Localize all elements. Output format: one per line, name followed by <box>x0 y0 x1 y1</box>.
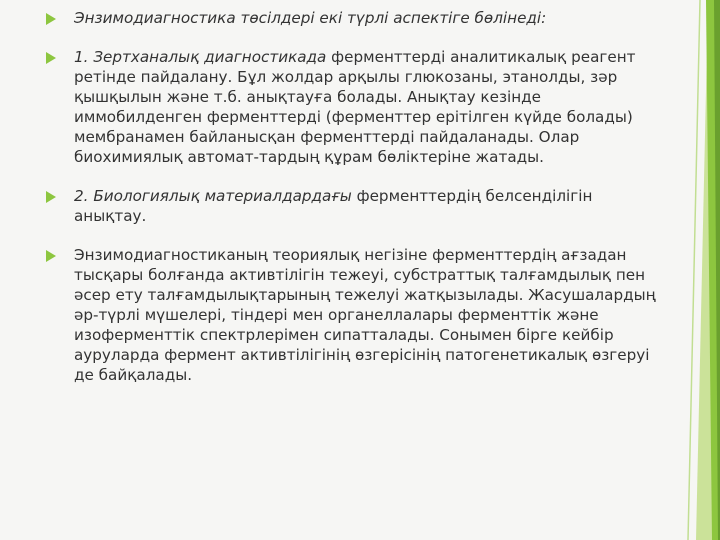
bullet-lab-diagnostics <box>46 47 656 167</box>
bullet-emphasis: 1. Зертханалық диагностикада <box>74 48 327 66</box>
triangle-right-icon <box>46 191 56 203</box>
bullet-emphasis: Энзимодиагностика төсілдері екі түрлі аспектіге бөлінеді: <box>74 9 547 27</box>
bullet-text: ферменттердің белсенділігін анықтау. <box>74 187 593 225</box>
bullet-biological-materials <box>46 186 656 226</box>
bullet-text: Энзимодиагностиканың теориялық негізіне ферменттердің ағзадан тысқары болғанда активтілігін тежеуі, субстраттық талғамдылық пен әсер ету талғамдылықтарының тежелуі жатқызылады. Жасушалардың әр-түрлі мүшелері, тіндері мен органеллалары ферменттік және изоферменттік спектрлерімен сипатталады. Сонымен бірге кейбір ауруларда фермент активтілігінің өзгерісінің патогенетикалық өзгеруі де байқалады. <box>74 246 656 384</box>
triangle-right-icon <box>46 13 56 25</box>
bullet-aspects-heading <box>46 8 656 28</box>
triangle-right-icon <box>46 52 56 64</box>
bullet-emphasis: 2. Биологиялық материалдардағы <box>74 187 352 205</box>
bullet-theoretical-basis <box>46 245 656 385</box>
triangle-right-icon <box>46 250 56 262</box>
stripe-line <box>688 0 700 540</box>
bullet-text: ферменттерді аналитикалық реагент ретінде пайдалану. Бұл жолдар арқылы глюкозаны, этанолды, зәр қышқылын және т.б. анықтауға болады. Анықтау кезінде иммобилденген ферменттерді (ферменттер ерітілген күйде болады) мембранамен байланысқан ферменттерді пайдаланады. Олар биохимиялық автомат-тардың құрам бөліктеріне жатады. <box>74 48 636 166</box>
stripe-mid <box>706 0 720 540</box>
stripe-dark <box>714 0 720 540</box>
stripe-light <box>696 0 720 540</box>
slide-body <box>46 8 656 404</box>
